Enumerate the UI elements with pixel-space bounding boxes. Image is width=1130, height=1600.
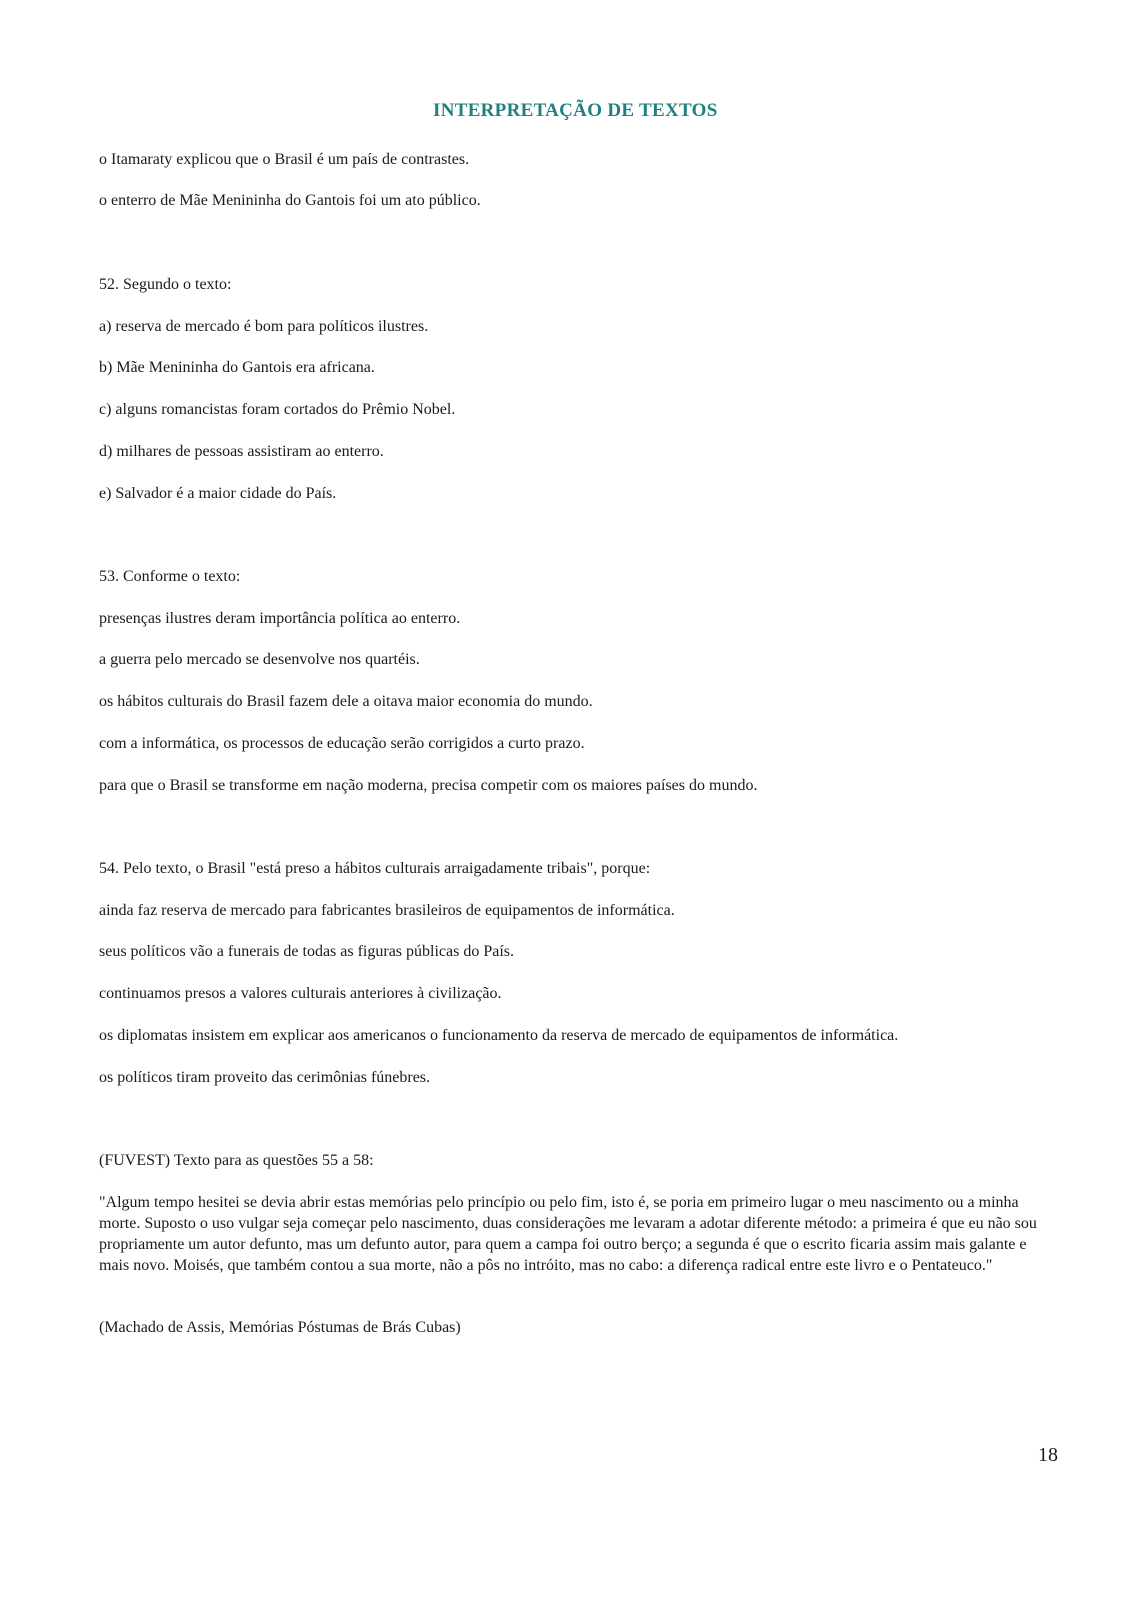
question-53-option: a guerra pelo mercado se desenvolve nos quartéis. <box>99 651 420 668</box>
question-52-option: e) Salvador é a maior cidade do País. <box>99 485 337 502</box>
question-53-option: os hábitos culturais do Brasil fazem dele a oitava maior economia do mundo. <box>99 693 593 710</box>
continued-option: o Itamaraty explicou que o Brasil é um país de contrastes. <box>99 151 470 168</box>
question-53-option: para que o Brasil se transforme em nação moderna, precisa competir com os maiores países do mundo. <box>99 777 758 794</box>
question-53-option: presenças ilustres deram importância política ao enterro. <box>99 610 461 627</box>
question-53-stem: 53. Conforme o texto: <box>99 568 241 585</box>
question-54-option: os diplomatas insistem em explicar aos americanos o funcionamento da reserva de mercado de equipamentos de informática. <box>99 1027 899 1044</box>
question-52-option: b) Mãe Menininha do Gantois era africana. <box>99 359 375 376</box>
question-54-option: ainda faz reserva de mercado para fabricantes brasileiros de equipamentos de informática. <box>99 902 675 919</box>
fuvest-intro: (FUVEST) Texto para as questões 55 a 58: <box>99 1152 374 1169</box>
question-52-option: d) milhares de pessoas assistiram ao enterro. <box>99 443 384 460</box>
continued-option: o enterro de Mãe Menininha do Gantois foi um ato público. <box>99 192 481 209</box>
page-number: 18 <box>1038 1444 1058 1466</box>
fuvest-passage: "Algum tempo hesitei se devia abrir estas memórias pelo princípio ou pelo fim, isto é, se poria em primeiro lugar o meu nascimento ou a minha morte. Suposto o uso vulgar seja começar pelo nascimento, duas considerações me levaram a adotar diferente método: a primeira é que eu não sou propriamente um autor defunto, mas um defunto autor, para quem a campa foi outro berço; a segunda é que o escrito ficaria assim mais galante e mais novo. Moisés, que também contou a sua morte, não a pôs no intróito, mas no cabo: a diferença radical entre este livro e o Pentateuco." <box>99 1194 1037 1274</box>
fuvest-source: (Machado de Assis, Memórias Póstumas de Brás Cubas) <box>99 1319 461 1336</box>
question-53-option: com a informática, os processos de educação serão corrigidos a curto prazo. <box>99 735 585 752</box>
question-52-stem: 52. Segundo o texto: <box>99 276 232 293</box>
question-54-option: continuamos presos a valores culturais anteriores à civilização. <box>99 985 502 1002</box>
page-header-title: INTERPRETAÇÃO DE TEXTOS <box>433 100 718 121</box>
question-52-option: a) reserva de mercado é bom para políticos ilustres. <box>99 318 429 335</box>
question-54-stem: 54. Pelo texto, o Brasil "está preso a hábitos culturais arraigadamente tribais", porque: <box>99 860 651 877</box>
question-54-option: seus políticos vão a funerais de todas as figuras públicas do País. <box>99 943 515 960</box>
question-52-option: c) alguns romancistas foram cortados do Prêmio Nobel. <box>99 401 456 418</box>
question-54-option: os políticos tiram proveito das cerimônias fúnebres. <box>99 1069 431 1086</box>
